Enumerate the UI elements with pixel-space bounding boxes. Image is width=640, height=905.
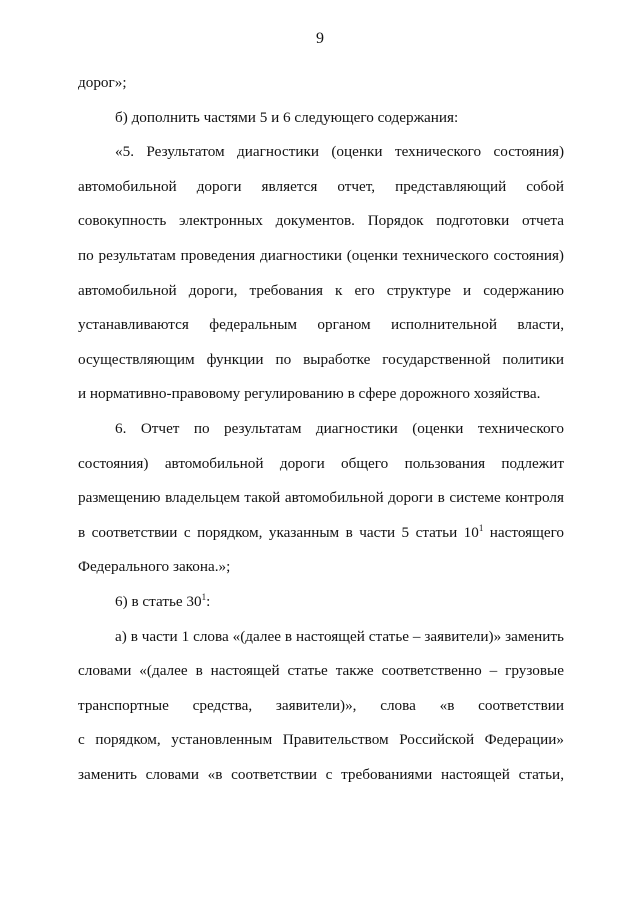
text-line [78, 208, 564, 243]
line-text: заменить словами «в соответствии с требованиями настоящей статьи, [78, 765, 564, 783]
line-text: а) в части 1 слова «(далее в настоящей статье – заявители)» заменить [115, 627, 564, 645]
text-line [78, 381, 564, 416]
page-number: 9 [316, 30, 324, 47]
text-line [78, 727, 564, 762]
line-text: размещению владельцем такой автомобильной дороги в системе контроля [78, 489, 564, 507]
text-line [78, 451, 564, 486]
text-line [78, 693, 564, 728]
text-line [78, 139, 564, 174]
text-line [78, 485, 564, 520]
text-line [78, 105, 564, 140]
text-line [78, 347, 564, 382]
text-line [78, 243, 564, 278]
line-text: совокупность электронных документов. Порядок подготовки отчета [78, 212, 564, 230]
line-text: по результатам проведения диагностики (оценки технического состояния) [78, 246, 564, 264]
line-text: в соответствии с порядком, указанным в части 5 статьи 10 [78, 523, 479, 541]
line-text: 6. Отчет по результатам диагностики (оценки технического [115, 419, 564, 437]
text-line [78, 174, 564, 209]
line-text: «5. Результатом диагностики (оценки технического состояния) [115, 143, 564, 161]
text-line [78, 589, 564, 624]
text-line [78, 624, 564, 659]
line-text: осуществляющим функции по выработке государственной политики [78, 350, 564, 368]
text-line [78, 520, 564, 555]
text-line [78, 554, 564, 589]
line-text: автомобильной дороги, требования к его структуре и содержанию [78, 281, 564, 299]
text-line [78, 278, 564, 313]
line-text: словами «(далее в настоящей статье также соответственно – грузовые [78, 662, 564, 680]
line-text-continued: : [206, 592, 211, 610]
text-line [78, 312, 564, 347]
line-text: б) дополнить частями 5 и 6 следующего содержания: [115, 108, 459, 126]
line-text: автомобильной дороги является отчет, представляющий собой [78, 177, 564, 195]
line-text: состояния) автомобильной дороги общего пользования подлежит [78, 454, 564, 472]
superscript: 1 [201, 591, 207, 602]
text-line [78, 70, 564, 105]
line-text: и нормативно-правовому регулированию в сфере дорожного хозяйства. [78, 385, 541, 403]
text-line [78, 416, 564, 451]
text-line [78, 658, 564, 693]
line-text: с порядком, установленным Правительством Российской Федерации» [78, 731, 564, 749]
line-text: устанавливаются федеральным органом исполнительной власти, [78, 316, 564, 334]
line-text-continued: настоящего [483, 523, 565, 541]
document-body [78, 70, 564, 796]
line-text: транспортные средства, заявители)», слова «в соответствии [78, 696, 564, 714]
line-text: дорог»; [78, 74, 127, 91]
line-text: 6) в статье 30 [115, 592, 202, 610]
text-line [78, 762, 564, 797]
superscript: 1 [478, 522, 484, 533]
line-text: Федерального закона.»; [78, 558, 231, 576]
